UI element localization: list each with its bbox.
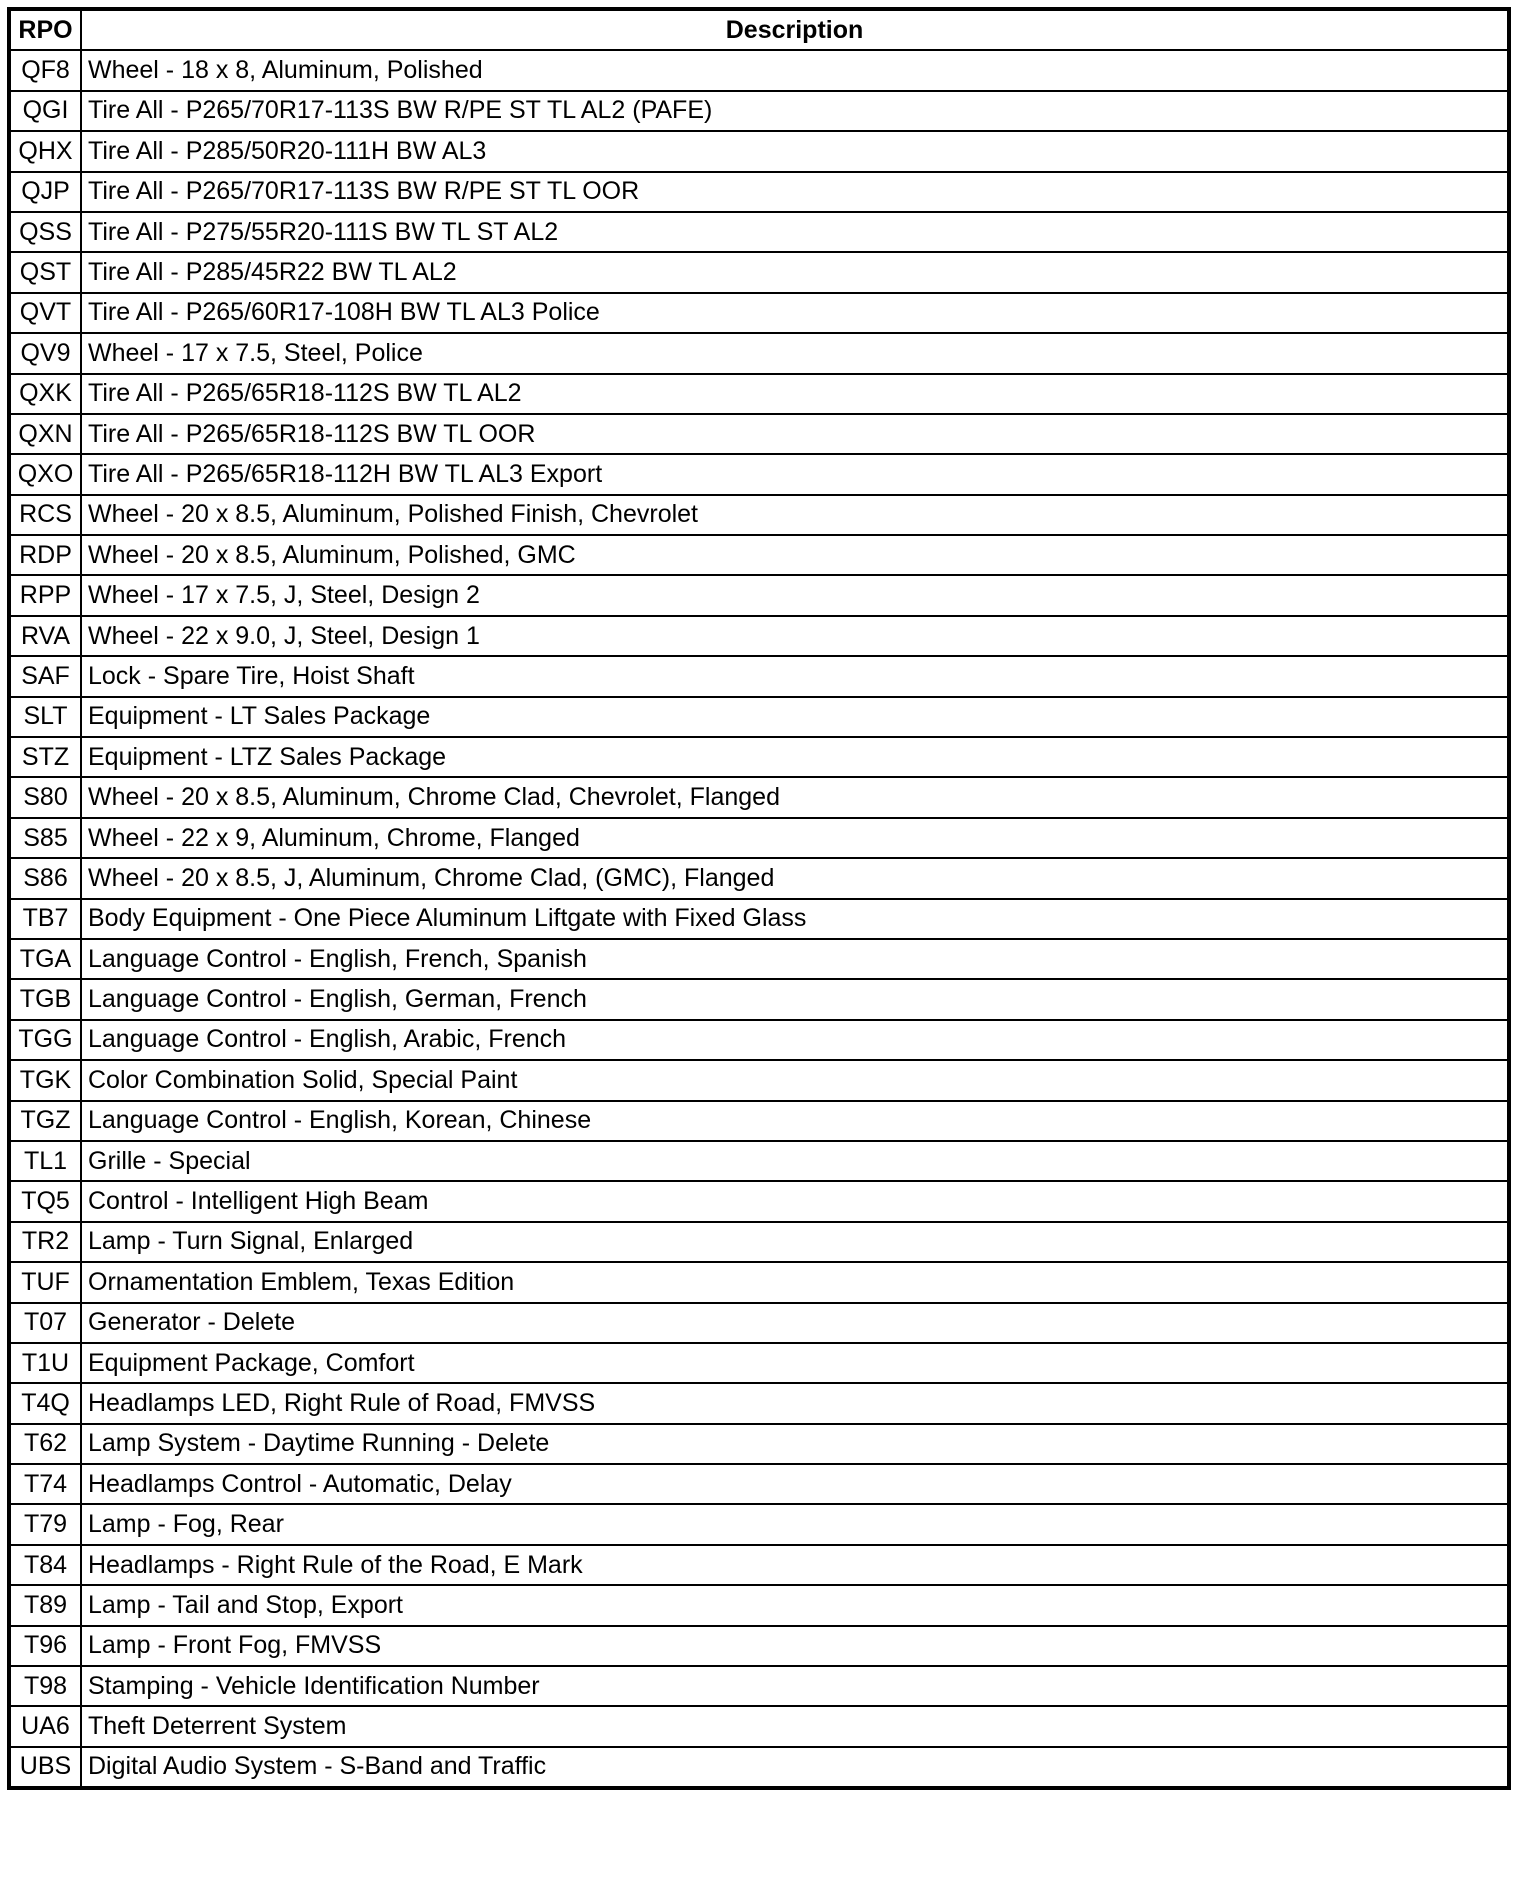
table-row: [9, 616, 1509, 656]
description-cell: Lamp - Tail and Stop, Export: [81, 1585, 1509, 1625]
rpo-code-cell: UA6: [9, 1706, 81, 1746]
rpo-column-header: RPO: [9, 9, 81, 50]
table-row: [9, 575, 1509, 615]
table-row: [9, 1303, 1509, 1343]
table-row: [9, 899, 1509, 939]
table-row: [9, 1060, 1509, 1100]
table-row: [9, 818, 1509, 858]
description-cell: Lamp - Turn Signal, Enlarged: [81, 1222, 1509, 1262]
table-row: [9, 1020, 1509, 1060]
table-row: [9, 252, 1509, 292]
table-row: [9, 1666, 1509, 1706]
rpo-code-cell: QST: [9, 252, 81, 292]
table-row: [9, 374, 1509, 414]
description-cell: Grille - Special: [81, 1141, 1509, 1181]
table-row: [9, 939, 1509, 979]
table-row: [9, 858, 1509, 898]
description-cell: Color Combination Solid, Special Paint: [81, 1060, 1509, 1100]
rpo-code-cell: S86: [9, 858, 81, 898]
description-cell: Wheel - 18 x 8, Aluminum, Polished: [81, 50, 1509, 90]
description-cell: Equipment - LTZ Sales Package: [81, 737, 1509, 777]
rpo-code-cell: T62: [9, 1424, 81, 1464]
table-row: [9, 212, 1509, 252]
rpo-code-cell: TR2: [9, 1222, 81, 1262]
description-cell: Lamp - Fog, Rear: [81, 1504, 1509, 1544]
rpo-code-cell: RVA: [9, 616, 81, 656]
rpo-table: [7, 7, 1511, 1790]
table-row: [9, 1504, 1509, 1544]
table-row: [9, 454, 1509, 494]
rpo-code-cell: SLT: [9, 697, 81, 737]
rpo-code-cell: TGZ: [9, 1101, 81, 1141]
rpo-code-cell: T98: [9, 1666, 81, 1706]
description-cell: Tire All - P265/65R18-112H BW TL AL3 Export: [81, 454, 1509, 494]
table-row: [9, 1343, 1509, 1383]
description-cell: Equipment - LT Sales Package: [81, 697, 1509, 737]
rpo-code-cell: SAF: [9, 656, 81, 696]
table-row: [9, 1383, 1509, 1423]
rpo-code-cell: TGK: [9, 1060, 81, 1100]
description-cell: Stamping - Vehicle Identification Number: [81, 1666, 1509, 1706]
rpo-code-cell: STZ: [9, 737, 81, 777]
description-cell: Wheel - 20 x 8.5, Aluminum, Polished, GMC: [81, 535, 1509, 575]
header-row: [9, 9, 1509, 50]
description-cell: Tire All - P265/70R17-113S BW R/PE ST TL AL2 (PAFE): [81, 91, 1509, 131]
description-cell: Control - Intelligent High Beam: [81, 1181, 1509, 1221]
description-cell: Wheel - 17 x 7.5, J, Steel, Design 2: [81, 575, 1509, 615]
rpo-code-cell: TQ5: [9, 1181, 81, 1221]
table-row: [9, 535, 1509, 575]
rpo-code-cell: QJP: [9, 172, 81, 212]
table-row: [9, 1262, 1509, 1302]
description-cell: Lock - Spare Tire, Hoist Shaft: [81, 656, 1509, 696]
table-row: [9, 414, 1509, 454]
rpo-code-cell: T79: [9, 1504, 81, 1544]
rpo-code-cell: TB7: [9, 899, 81, 939]
rpo-code-cell: QHX: [9, 131, 81, 171]
rpo-code-cell: T4Q: [9, 1383, 81, 1423]
description-cell: Wheel - 17 x 7.5, Steel, Police: [81, 333, 1509, 373]
rpo-code-cell: T89: [9, 1585, 81, 1625]
rpo-code-cell: TGA: [9, 939, 81, 979]
description-cell: Wheel - 22 x 9, Aluminum, Chrome, Flanged: [81, 818, 1509, 858]
description-cell: Tire All - P265/65R18-112S BW TL AL2: [81, 374, 1509, 414]
description-cell: Tire All - P265/60R17-108H BW TL AL3 Police: [81, 293, 1509, 333]
description-cell: Headlamps LED, Right Rule of Road, FMVSS: [81, 1383, 1509, 1423]
description-cell: Wheel - 22 x 9.0, J, Steel, Design 1: [81, 616, 1509, 656]
description-cell: Tire All - P265/70R17-113S BW R/PE ST TL OOR: [81, 172, 1509, 212]
description-cell: Theft Deterrent System: [81, 1706, 1509, 1746]
rpo-code-cell: QVT: [9, 293, 81, 333]
rpo-code-cell: T96: [9, 1626, 81, 1666]
rpo-code-cell: S80: [9, 777, 81, 817]
table-row: [9, 293, 1509, 333]
table-row: [9, 1545, 1509, 1585]
table-row: [9, 1464, 1509, 1504]
table-row: [9, 1424, 1509, 1464]
rpo-code-cell: RPP: [9, 575, 81, 615]
description-cell: Tire All - P285/50R20-111H BW AL3: [81, 131, 1509, 171]
rpo-code-cell: RCS: [9, 495, 81, 535]
rpo-code-cell: T84: [9, 1545, 81, 1585]
description-cell: Lamp - Front Fog, FMVSS: [81, 1626, 1509, 1666]
description-cell: Tire All - P265/65R18-112S BW TL OOR: [81, 414, 1509, 454]
rpo-code-cell: TGG: [9, 1020, 81, 1060]
rpo-code-cell: QF8: [9, 50, 81, 90]
description-cell: Language Control - English, Korean, Chinese: [81, 1101, 1509, 1141]
table-row: [9, 656, 1509, 696]
rpo-code-cell: QXN: [9, 414, 81, 454]
rpo-code-cell: QXO: [9, 454, 81, 494]
rpo-code-cell: UBS: [9, 1747, 81, 1788]
table-header: [9, 9, 1509, 50]
rpo-code-cell: QSS: [9, 212, 81, 252]
table-row: [9, 1747, 1509, 1788]
description-cell: Ornamentation Emblem, Texas Edition: [81, 1262, 1509, 1302]
table-row: [9, 131, 1509, 171]
description-cell: Generator - Delete: [81, 1303, 1509, 1343]
description-cell: Wheel - 20 x 8.5, Aluminum, Polished Finish, Chevrolet: [81, 495, 1509, 535]
rpo-code-cell: T1U: [9, 1343, 81, 1383]
description-cell: Tire All - P275/55R20-111S BW TL ST AL2: [81, 212, 1509, 252]
table-row: [9, 1626, 1509, 1666]
table-row: [9, 1181, 1509, 1221]
table-row: [9, 1101, 1509, 1141]
table-row: [9, 1141, 1509, 1181]
description-cell: Language Control - English, German, French: [81, 979, 1509, 1019]
description-cell: Language Control - English, Arabic, French: [81, 1020, 1509, 1060]
rpo-code-cell: S85: [9, 818, 81, 858]
rpo-code-cell: TL1: [9, 1141, 81, 1181]
table-row: [9, 50, 1509, 90]
rpo-code-cell: QV9: [9, 333, 81, 373]
table-body: [9, 50, 1509, 1788]
table-row: [9, 172, 1509, 212]
table-row: [9, 91, 1509, 131]
description-cell: Body Equipment - One Piece Aluminum Liftgate with Fixed Glass: [81, 899, 1509, 939]
description-column-header: Description: [81, 9, 1509, 50]
description-cell: Digital Audio System - S-Band and Traffic: [81, 1747, 1509, 1788]
description-cell: Wheel - 20 x 8.5, Aluminum, Chrome Clad, Chevrolet, Flanged: [81, 777, 1509, 817]
table-row: [9, 333, 1509, 373]
description-cell: Wheel - 20 x 8.5, J, Aluminum, Chrome Clad, (GMC), Flanged: [81, 858, 1509, 898]
rpo-code-cell: T07: [9, 1303, 81, 1343]
description-cell: Lamp System - Daytime Running - Delete: [81, 1424, 1509, 1464]
description-cell: Equipment Package, Comfort: [81, 1343, 1509, 1383]
description-cell: Tire All - P285/45R22 BW TL AL2: [81, 252, 1509, 292]
description-cell: Headlamps Control - Automatic, Delay: [81, 1464, 1509, 1504]
rpo-code-cell: TGB: [9, 979, 81, 1019]
table-row: [9, 1222, 1509, 1262]
rpo-code-cell: TUF: [9, 1262, 81, 1302]
table-row: [9, 495, 1509, 535]
description-cell: Headlamps - Right Rule of the Road, E Mark: [81, 1545, 1509, 1585]
table-row: [9, 1585, 1509, 1625]
rpo-code-cell: QGI: [9, 91, 81, 131]
table-row: [9, 979, 1509, 1019]
rpo-code-cell: RDP: [9, 535, 81, 575]
rpo-code-cell: QXK: [9, 374, 81, 414]
table-row: [9, 697, 1509, 737]
description-cell: Language Control - English, French, Spanish: [81, 939, 1509, 979]
table-row: [9, 777, 1509, 817]
rpo-code-cell: T74: [9, 1464, 81, 1504]
table-row: [9, 1706, 1509, 1746]
table-row: [9, 737, 1509, 777]
